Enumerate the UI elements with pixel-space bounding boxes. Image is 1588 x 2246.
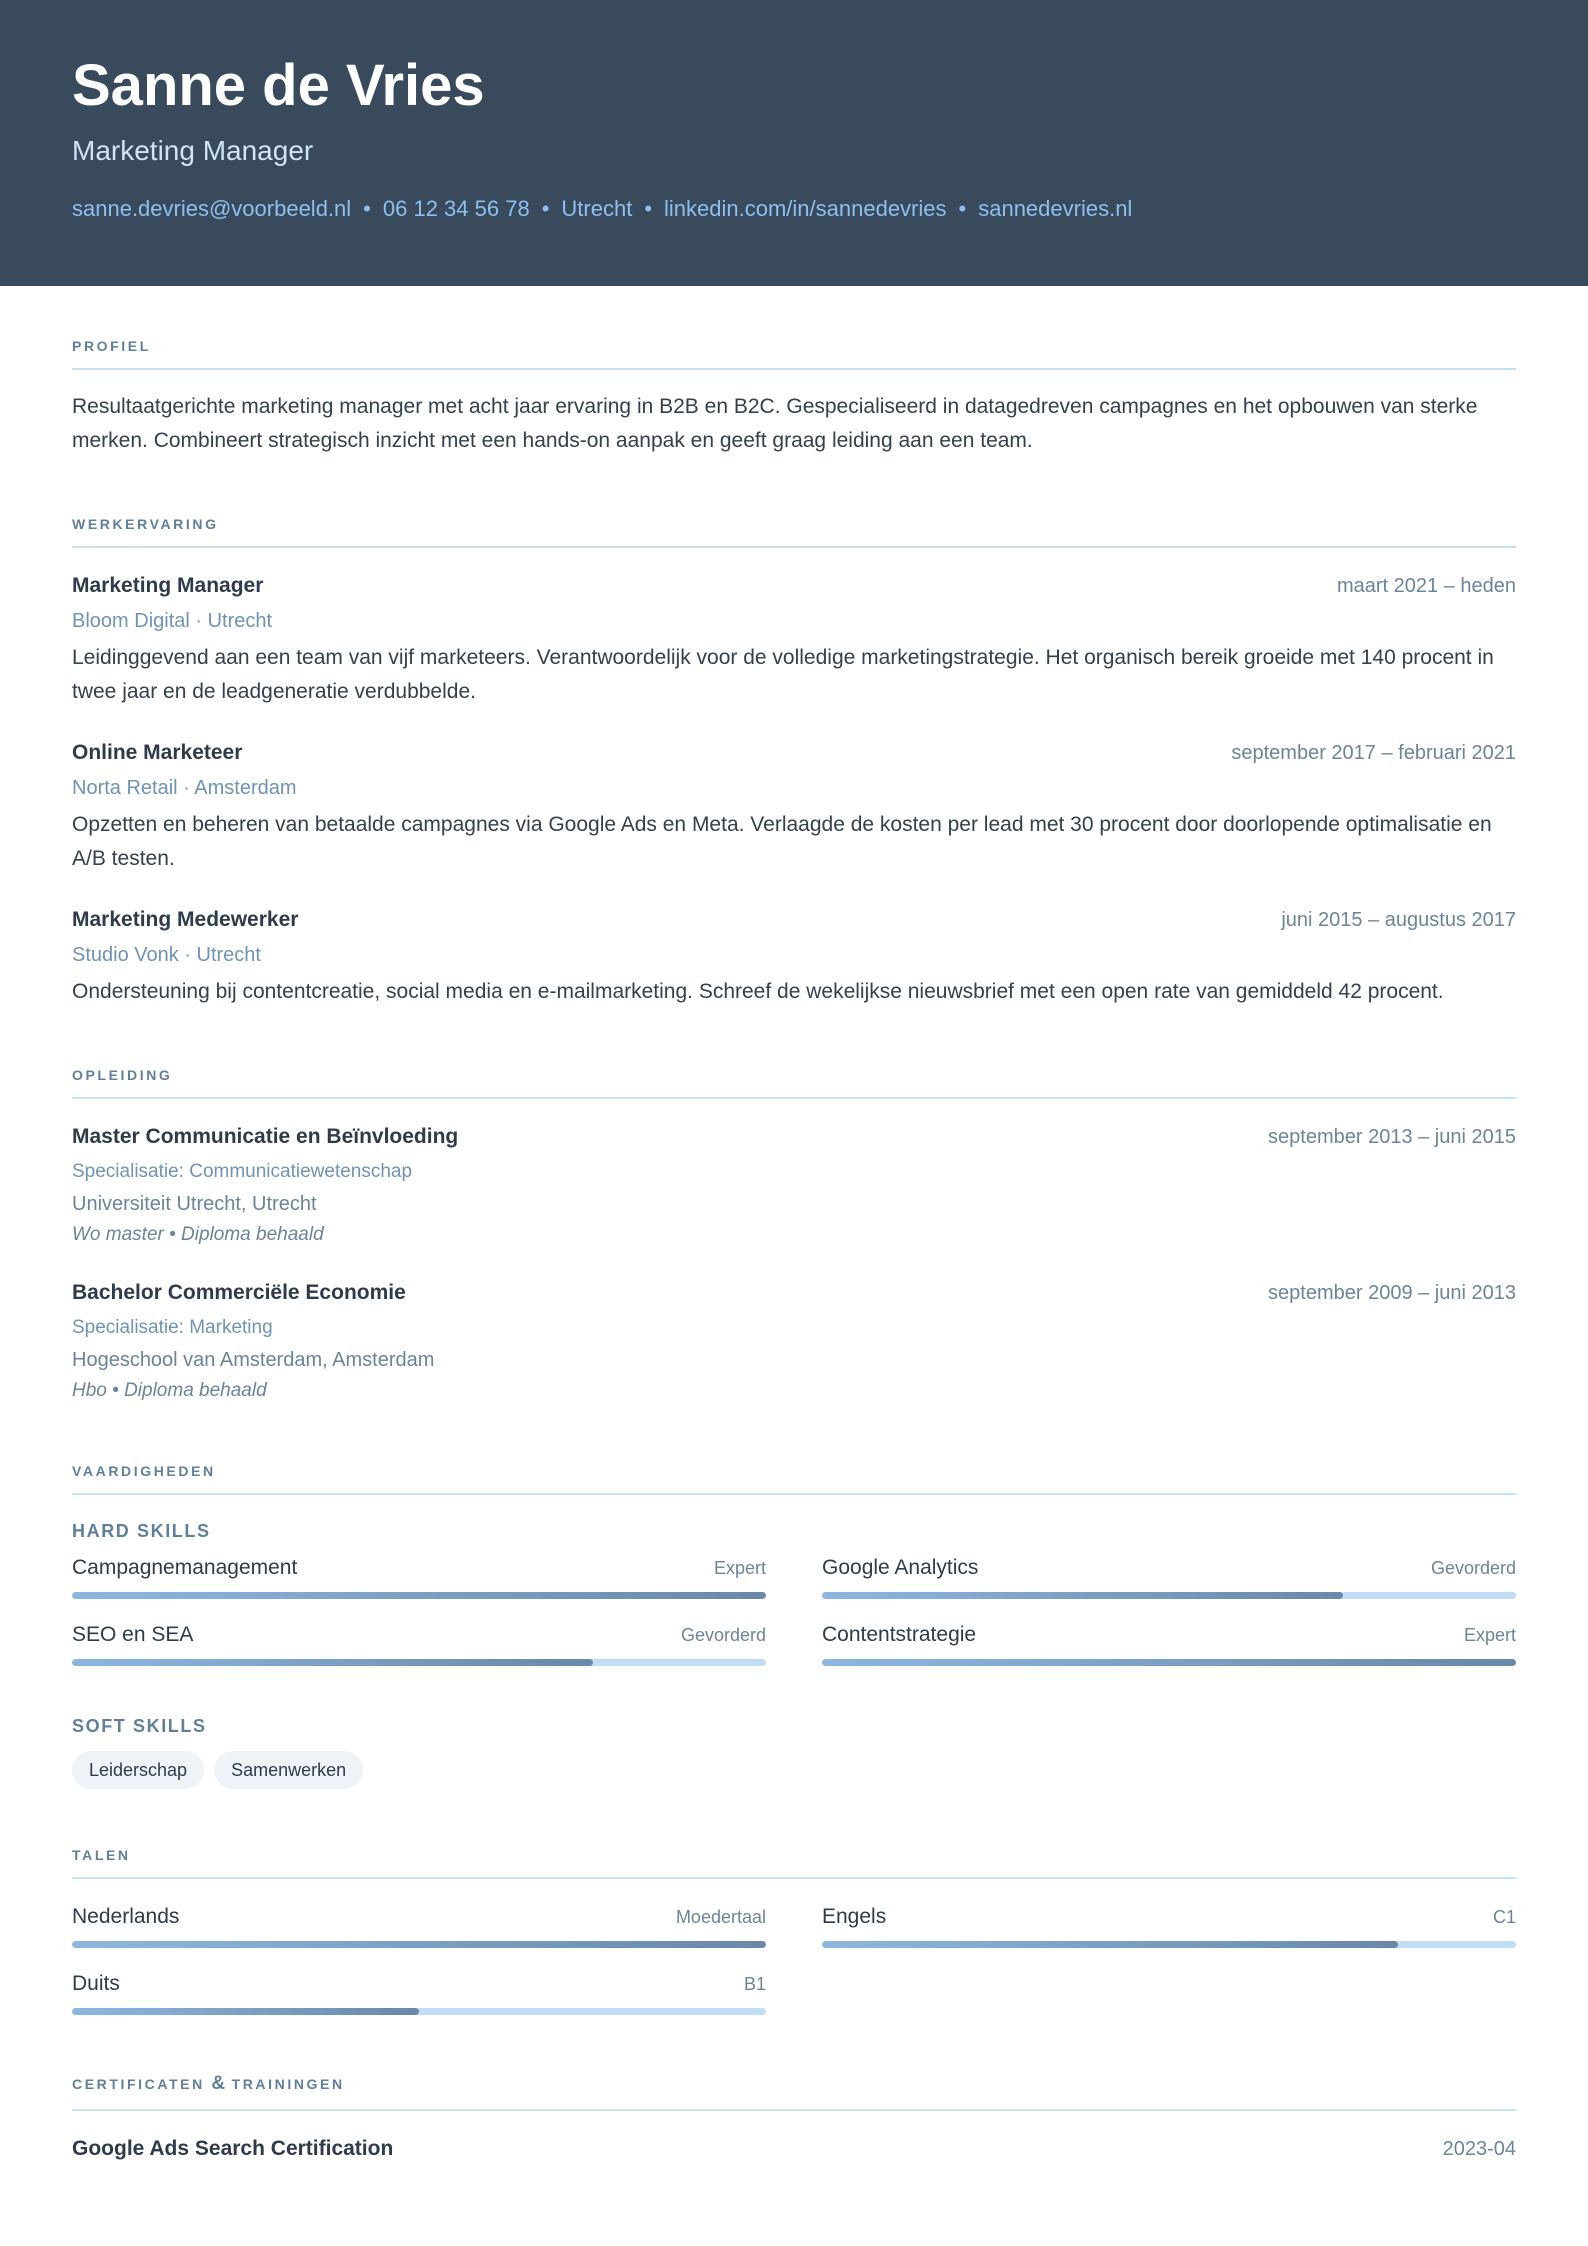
language-item (72, 1903, 766, 1948)
job-entry-title: Online Marketeer (72, 741, 243, 764)
ampersand: & (211, 2073, 226, 2094)
profile-text: Resultaatgerichte marketing manager met acht jaar ervaring in B2B en B2C. Gespecialiseerd in datagedreven campagnes en het opbouwen van sterke merken. Combineert strategisch inzicht met een hands-on aanpak en geeft graag leiding aan een team. (72, 395, 1478, 452)
section-title-part: TRAININGEN (231, 2076, 345, 2092)
certificate-entry (72, 2135, 1516, 2163)
education-note: Wo master • Diploma behaald (72, 1224, 324, 1245)
separator-dot: • (363, 196, 371, 221)
education-school: Universiteit Utrecht, Utrecht (72, 1193, 317, 1215)
education-entry (72, 1279, 1516, 1405)
skill-item (72, 1554, 766, 1599)
certificates-section (72, 2073, 1516, 2163)
profile-section (72, 286, 1516, 458)
experience-entry (72, 572, 1516, 709)
soft-skills-heading: SOFT SKILLS (72, 1716, 207, 1736)
experience-section (72, 516, 1516, 1009)
skill-level-bar (72, 1592, 766, 1599)
skill-item (822, 1554, 1516, 1599)
language-item (72, 1970, 766, 2015)
language-level: B1 (743, 1974, 766, 1994)
skill-level-fill (72, 1659, 593, 1666)
section-title-experience: WERKERVARING (72, 516, 1516, 548)
certificate-date: 2023-04 (1442, 2138, 1516, 2160)
soft-skill-chip: Samenwerken (214, 1751, 363, 1789)
experience-entry (72, 739, 1516, 876)
languages-grid (72, 1903, 1516, 2015)
job-entry-title: Marketing Manager (72, 574, 264, 597)
education-school: Hogeschool van Amsterdam, Amsterdam (72, 1349, 435, 1371)
skill-item (822, 1621, 1516, 1666)
language-item (822, 1903, 1516, 1948)
certificate-title: Google Ads Search Certification (72, 2137, 394, 2160)
language-level: Moedertaal (675, 1907, 766, 1927)
skills-section (72, 1463, 1516, 1789)
resume-body (0, 286, 1588, 2163)
job-title: Marketing Manager (72, 135, 314, 166)
education-date: september 2013 – juni 2015 (1268, 1126, 1516, 1148)
phone-number[interactable]: 06 12 34 56 78 (382, 196, 530, 221)
education-specialization: Specialisatie: Communicatiewetenschap (72, 1161, 413, 1182)
skill-level: Gevorderd (680, 1625, 766, 1645)
skill-name: Contentstrategie (822, 1623, 977, 1646)
skill-level: Gevorderd (1430, 1558, 1516, 1578)
skill-level-bar (72, 1659, 766, 1666)
education-title: Master Communicatie en Beïnvloeding (72, 1125, 459, 1148)
language-name: Duits (72, 1972, 120, 1995)
linkedin-link[interactable]: linkedin.com/in/sannedevries (664, 196, 947, 221)
skill-level-fill (822, 1592, 1343, 1599)
experience-entry (72, 906, 1516, 1009)
skill-level: Expert (1463, 1625, 1516, 1645)
language-name: Engels (822, 1905, 887, 1928)
language-level-fill (822, 1941, 1398, 1948)
education-title: Bachelor Commerciële Economie (72, 1281, 406, 1304)
skill-name: Campagnemanagement (72, 1556, 298, 1579)
job-entry-org: Bloom Digital · Utrecht (72, 610, 273, 632)
job-entry-desc: Leidinggevend aan een team van vijf marketeers. Verantwoordelijk voor de volledige marketingstrategie. Het organisch bereik groeide met 140 procent in twee jaar en de leadgeneratie verdubbelde. (72, 646, 1494, 703)
language-level: C1 (1492, 1907, 1516, 1927)
job-entry-date: juni 2015 – augustus 2017 (1281, 909, 1516, 931)
section-title-education: OPLEIDING (72, 1067, 1516, 1099)
location: Utrecht (561, 196, 633, 221)
soft-skills-list (72, 1751, 1516, 1789)
language-level-fill (72, 1941, 766, 1948)
language-level-bar (822, 1941, 1516, 1948)
skill-name: SEO en SEA (72, 1623, 194, 1646)
separator-dot: • (541, 196, 550, 221)
job-entry-title: Marketing Medewerker (72, 908, 299, 931)
job-entry-org: Norta Retail · Amsterdam (72, 777, 297, 799)
resume-header (0, 0, 1588, 286)
job-entry-date: maart 2021 – heden (1336, 575, 1516, 597)
section-title-certificates (72, 2073, 1516, 2111)
job-entry-desc: Ondersteuning bij contentcreatie, social media en e-mailmarketing. Schreef de wekelijkse nieuwsbrief met een open rate van gemiddeld 42 procent. (72, 980, 1444, 1003)
section-title-profile: PROFIEL (72, 338, 1516, 370)
language-level-bar (72, 1941, 766, 1948)
skill-level-fill (822, 1659, 1516, 1666)
skill-level: Expert (713, 1558, 766, 1578)
skill-level-fill (72, 1592, 766, 1599)
person-name: Sanne de Vries (72, 53, 485, 118)
language-level-fill (72, 2008, 419, 2015)
skill-level-bar (822, 1592, 1516, 1599)
job-entry-desc: Opzetten en beheren van betaalde campagnes via Google Ads en Meta. Verlaagde de kosten per lead met 30 procent door doorlopende optimalisatie en A/B testen. (72, 813, 1492, 870)
separator-dot: • (644, 196, 653, 221)
education-section (72, 1067, 1516, 1405)
soft-skill-chip: Leiderschap (72, 1751, 204, 1789)
section-title-languages: TALEN (72, 1847, 1516, 1879)
separator-dot: • (958, 196, 967, 221)
education-entry (72, 1123, 1516, 1249)
language-name: Nederlands (72, 1905, 180, 1928)
languages-section (72, 1847, 1516, 2015)
hard-skills-grid (72, 1554, 1516, 1666)
email-link[interactable]: sanne.devries@voorbeeld.nl (72, 196, 352, 221)
job-entry-date: september 2017 – februari 2021 (1231, 742, 1516, 764)
skill-name: Google Analytics (822, 1556, 979, 1579)
job-entry-org: Studio Vonk · Utrecht (72, 944, 261, 966)
education-specialization: Specialisatie: Marketing (72, 1317, 273, 1338)
education-note: Hbo • Diploma behaald (72, 1380, 267, 1401)
hard-skills-heading: HARD SKILLS (72, 1521, 211, 1541)
section-title-skills: VAARDIGHEDEN (72, 1463, 1516, 1495)
contact-line (72, 194, 1516, 224)
website-link[interactable]: sannedevries.nl (978, 196, 1133, 221)
skill-item (72, 1621, 766, 1666)
section-title-part: CERTIFICATEN (72, 2076, 205, 2092)
language-level-bar (72, 2008, 766, 2015)
education-date: september 2009 – juni 2013 (1268, 1282, 1516, 1304)
skill-level-bar (822, 1659, 1516, 1666)
